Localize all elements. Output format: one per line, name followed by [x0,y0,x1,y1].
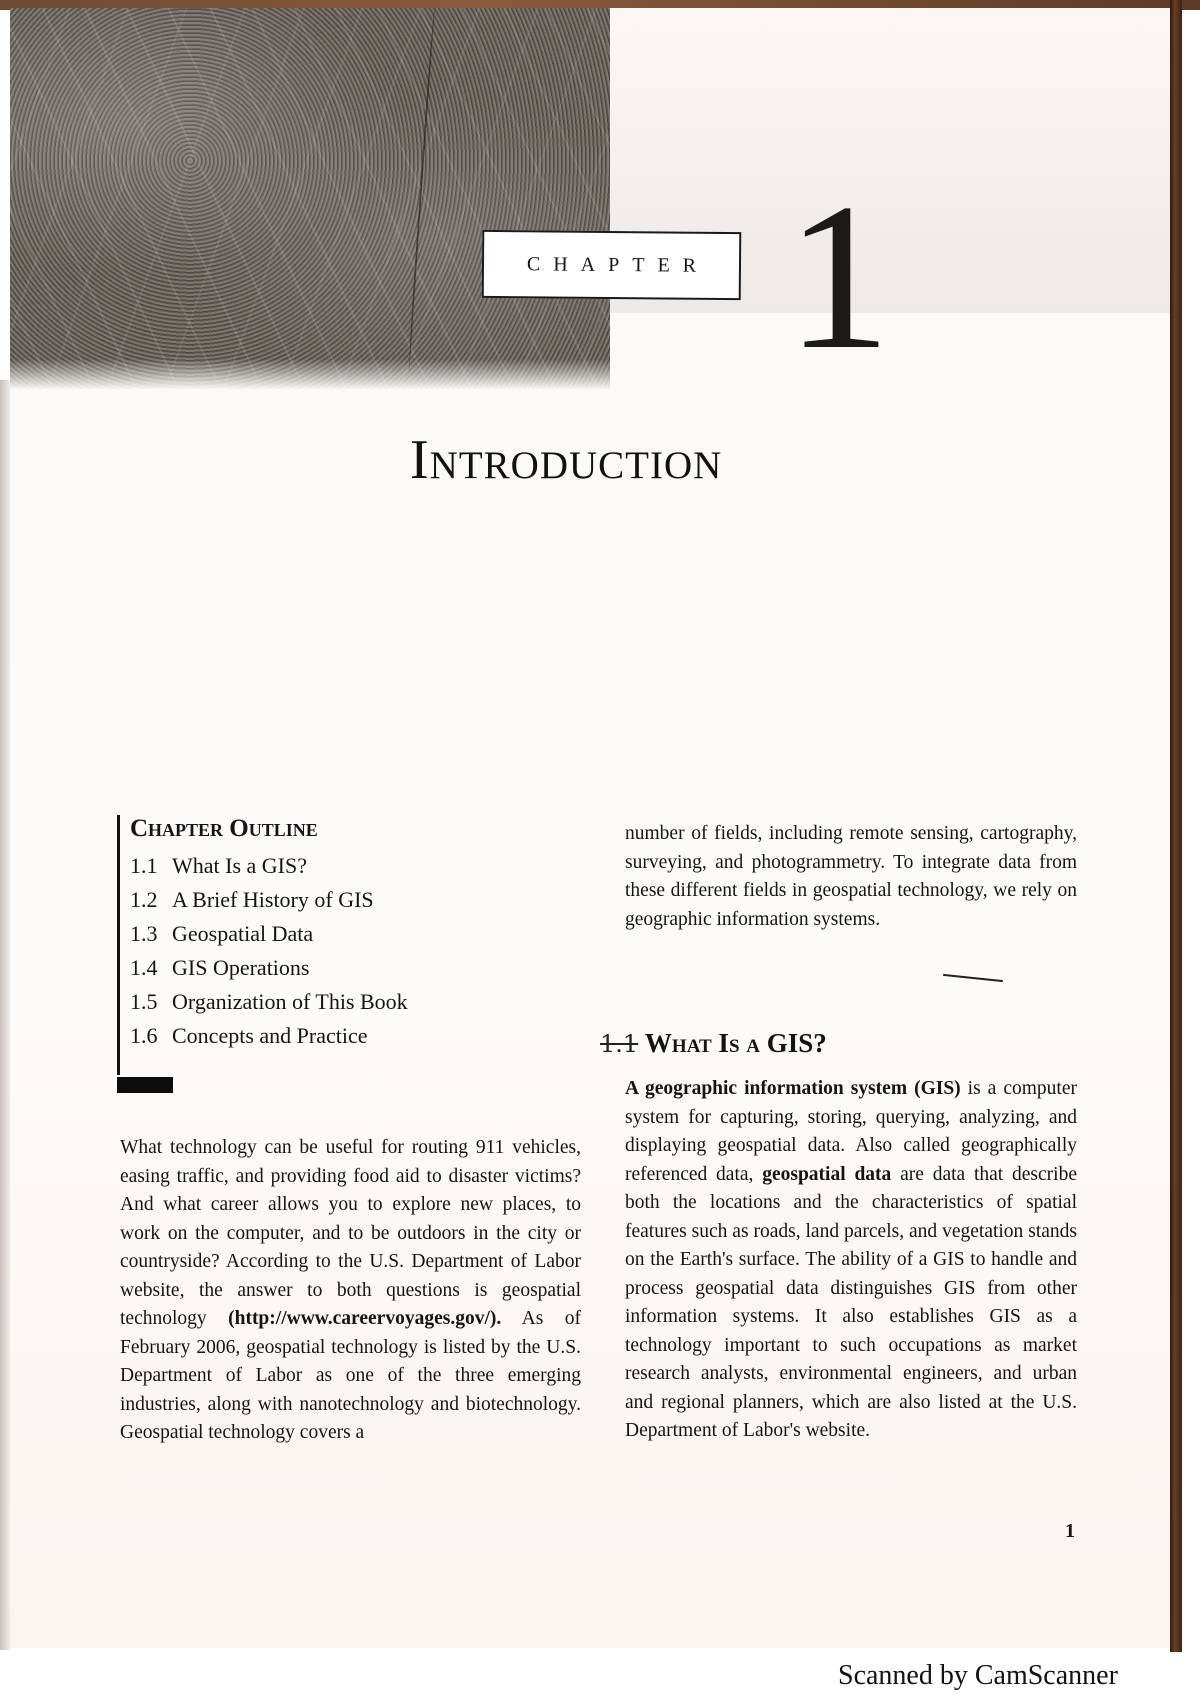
chapter-label-box [482,230,742,300]
outline-decorative-bar [117,1077,173,1093]
outline-item: 1.4 GIS Operations [130,955,310,980]
outline-item: 1.2 A Brief History of GIS [130,887,374,912]
chapter-number: 1 [786,161,891,393]
section-1-1-paragraph: A geographic information system (GIS) is a computer system for capturing, storing, querying, analyzing, and displaying geospatial data. Also called geographically referenced data, geospatial data are data that describe both the locations and the characteristics of spatial features such as roads, land parcels, and vegetation stands on the Earth's surface. The ability of a GIS to handle and process geospatial data distinguishes GIS from other information systems. It also establishes GIS as a technology important to such occupations as market research analysts, environmental engineers, and urban and regional planners, which are also listed at the U.S. Department of Labor's website. [625,1078,1077,1441]
chapter-title: Introduction [410,429,723,491]
section-number-struck: 1.1 [600,1030,639,1058]
scanner-watermark: Scanned by CamScanner [838,1660,1118,1691]
outline-item: 1.5 Organization of This Book [130,989,408,1014]
term-gis: A geographic information system (GIS) [625,1078,961,1099]
careervoyages-link-text: (http://www.careervoyages.gov/). [228,1308,502,1329]
term-geospatial-data: geospatial data [762,1163,892,1185]
outline-title: Chapter Outline [130,815,318,842]
section-heading-1-1 [600,1028,827,1059]
stone-texture-image [10,8,610,390]
chapter-label: CHAPTER [526,252,710,277]
intro-paragraph-continued: number of fields, including remote sensing, cartography, surveying, and photogrammetry. To integrate data from these different fields in geospatial technology, we rely on geographic information systems. [625,823,1077,930]
chapter-outline [117,815,500,1075]
outline-item: 1.6 Concepts and Practice [130,1023,368,1048]
page-number: 1 [1065,1520,1075,1542]
section-title: What Is a GIS? [644,1028,827,1058]
page-right-edge [1170,0,1182,1652]
page-left-shadow [0,380,10,1650]
outline-item: 1.3 Geospatial Data [130,921,314,946]
intro-paragraph: What technology can be useful for routing 911 vehicles, easing traffic, and providing food aid to disaster victims? And what career allows you to explore new places, to work on the computer, and to be outdoors in the city or countryside? According to the U.S. Department of Labor website, the answer to both questions is geospatial technology (http://www.careervoyages.gov/). As of February 2006, geospatial technology is listed by the U.S. Department of Labor as one of the three emerging industries, along with nanotechnology and biotechnology. Geospatial technology covers a [120,1137,581,1443]
outline-item: 1.1 What Is a GIS? [130,853,308,878]
